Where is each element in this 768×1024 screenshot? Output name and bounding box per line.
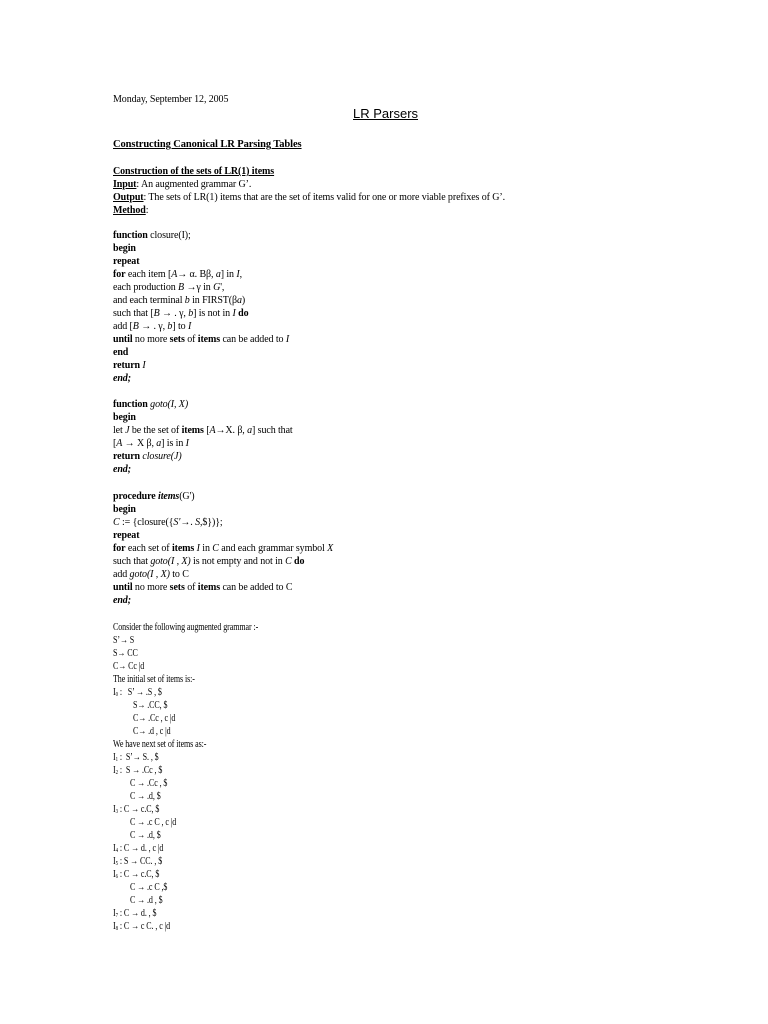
closure-until: until no more sets of items can be added to I [113,334,290,345]
subsection-heading: Construction of the sets of LR(1) items [113,166,275,177]
closure-signature: function closure(I); [113,230,191,241]
closure-return: return I [113,360,146,371]
input-line [113,178,251,191]
output-line [113,191,505,204]
grammar-rule: S’→ S [113,635,135,646]
items-for: for each set of items I in C and each grammar symbol X [113,543,334,554]
state-I6-item: C → .c C ,$ [130,882,168,893]
state-I0-item: C→ .Cc , c |d [133,713,176,724]
goto-return: return closure(J) [113,451,182,462]
closure-such-that: such that [B → . γ, b] is not in I do [113,308,249,319]
method-label: Method [113,205,146,216]
method-line [113,204,148,217]
closure-for: for each item [A→ α. Bβ, a] in I, [113,269,242,280]
section-heading: Constructing Canonical LR Parsing Tables [113,139,302,150]
state-I3-item: C → .c C , c |d [130,817,177,828]
items-init: C := {closure({S'→. S,$})}; [113,517,223,528]
state-I3-item: C → .d, $ [130,830,161,841]
goto-end: end; [113,464,131,475]
goto-let: let J be the set of items [A→X. β, a] such that [113,425,293,436]
state-I6: $I_6$ : C → c.C, $ [113,869,160,880]
closure-end-final: end; [113,373,131,384]
state-I5: $I_5$ : S → CC. , $ [113,856,163,867]
state-I4: $I_4$ : C → d. , c |d [113,843,164,854]
output-label: Output [113,192,144,203]
goto-signature: function goto(I, X) [113,399,189,410]
state-I0-item: S→ .CC, $ [133,700,168,711]
items-until: until no more sets of items can be added to C [113,582,293,593]
next-items-label: We have next set of items as:- [113,739,207,750]
items-end: end; [113,595,131,606]
closure-repeat: repeat [113,256,140,267]
page-title: LR Parsers [353,106,419,121]
state-I7: $I_7$ : C → d. , $ [113,908,157,919]
output-text: : The sets of LR(1) items that are the set of items valid for one or more viable prefixes of G’. [143,192,506,203]
closure-terminal: and each terminal b in FIRST(βa) [113,295,246,306]
date-line: Monday, September 12, 2005 [113,94,229,105]
closure-add: add [B → . γ, b] to I [113,321,192,332]
method-colon: : [145,205,149,216]
closure-end: end [113,347,129,358]
state-I2-item: C → .d, $ [130,791,161,802]
closure-begin: begin [113,243,136,254]
closure-production: each production B →γ in G', [113,282,225,293]
example-intro: Consider the following augmented grammar :- [113,622,259,633]
state-I6-item: C → .d , $ [130,895,163,906]
goto-in: [A → X β, a] is in I [113,438,189,449]
grammar-rule: S→ CC [113,648,138,659]
items-such-that: such that goto(I , X) is not empty and not in C do [113,556,305,567]
items-signature: procedure items(G') [113,491,195,502]
input-label: Input [113,179,137,190]
initial-items-label: The initial set of items is:- [113,674,195,685]
items-add: add goto(I , X) to C [113,569,189,580]
items-repeat: repeat [113,530,140,541]
goto-begin: begin [113,412,136,423]
state-I8: $I_8$ : C → c C. , c |d [113,921,171,932]
state-I2-item: C → .Cc , $ [130,778,168,789]
state-I0-item: C→ .d , c |d [133,726,171,737]
state-I3: $I_3$ : C → c.C, $ [113,804,160,815]
state-I2: $I_2$ : S → .Cc , $ [113,765,163,776]
input-text: : An augmented grammar G’. [136,179,252,190]
items-begin: begin [113,504,136,515]
state-I0: $I_0$ : S’ → .S , $ [113,687,162,698]
state-I1: $I_1$ : S’→ S. , $ [113,752,159,763]
grammar-rule: C→ Cc |d [113,661,145,672]
